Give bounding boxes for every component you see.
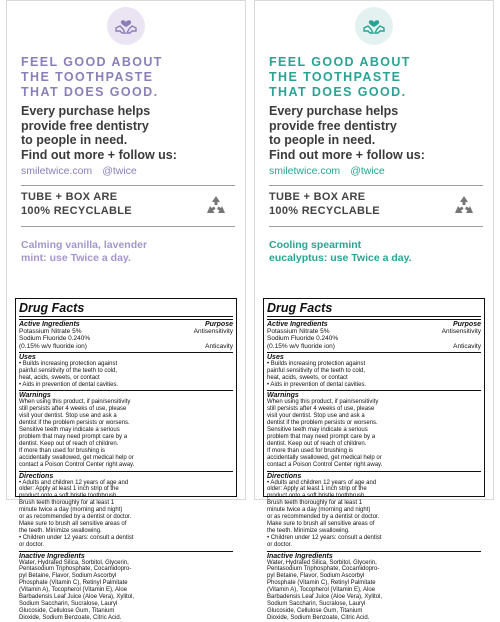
active-header	[19, 321, 233, 328]
inactive-ingredients-section	[19, 551, 233, 622]
divider	[21, 185, 235, 186]
ingredient-purpose: Antisensitivity	[193, 328, 233, 336]
uses-line: • Builds increasing protection against	[19, 360, 118, 367]
inactive-line: Sodium Saccharin, Sucralose, Lauryl	[19, 601, 118, 607]
ingredient-name: Sodium Fluoride 0.240%	[267, 335, 339, 343]
directions-line: or doctor.	[267, 541, 293, 548]
directions-line: or doctor.	[19, 541, 45, 548]
warnings-line: contact a Poison Control Center right away.	[267, 461, 383, 468]
divider	[269, 185, 483, 186]
contact-links	[21, 165, 237, 177]
warnings-line: still persists after 4 weeks of use, please	[19, 406, 127, 413]
inactive-heading: Inactive Ingredients	[19, 552, 85, 560]
recyclable-line: TUBE + BOX ARE	[21, 191, 118, 203]
warnings-line: dentist. Keep out of reach of children.	[19, 440, 119, 447]
ingredient-row	[267, 335, 481, 342]
ingredient-name: (0.15% w/v fluoride ion)	[267, 342, 335, 350]
social-handle: @twice	[350, 165, 385, 177]
uses-heading: Uses	[19, 353, 36, 361]
uses-line: heat, acids, sweets, or contact	[267, 374, 348, 381]
warnings-line: Sensitive teeth may indicate a serious	[267, 427, 368, 434]
recycle-icon	[203, 193, 229, 219]
headline	[269, 55, 485, 100]
directions-line: Make sure to brush all sensitive areas of	[267, 520, 375, 527]
directions-line: product onto a soft bristle toothbrush.	[267, 493, 367, 500]
warnings-line: accidentally swallowed, get medical help or	[19, 454, 134, 461]
ingredient-row	[267, 343, 481, 350]
mission-line: provide free dentistry	[21, 118, 149, 133]
headline-line: THAT DOES GOOD.	[21, 85, 159, 99]
directions-line: minute twice a day (morning and night)	[267, 507, 371, 514]
warnings-line: problem that may need prompt care by a	[267, 433, 376, 440]
flavor-text	[269, 239, 485, 264]
inactive-line: Phosphate (Vitamin C), Retinyl Palmitate	[267, 580, 376, 587]
inactive-line: pyl Betaine, Flavor, Sodium Ascorbyl	[19, 573, 117, 580]
inactive-line: Water, Hydrated Silica, Sorbitol, Glycerin,	[267, 559, 377, 566]
directions-line: • Children under 12 years: consult a dentist	[267, 534, 382, 541]
mission-line: Find out more + follow us:	[21, 147, 177, 162]
hands-heart-icon	[355, 7, 393, 45]
warnings-line: dentist if the problem persists or worsens.	[19, 420, 130, 427]
directions-line: the teeth. Minimize swallowing.	[267, 527, 350, 534]
inactive-line: Pentasodium Triphosphate, Cocamidopro-	[19, 566, 132, 573]
ingredient-name: (0.15% w/v fluoride ion)	[19, 342, 87, 350]
headline-line: THAT DOES GOOD.	[269, 85, 407, 99]
mission-line: Every purchase helps	[21, 104, 151, 118]
directions-heading: Directions	[267, 472, 302, 480]
warnings-section	[267, 390, 481, 468]
inactive-line: Pentasodium Triphosphate, Cocamidopro-	[267, 566, 380, 573]
headline-line: FEEL GOOD ABOUT	[269, 55, 411, 69]
drug-facts-panel	[263, 298, 485, 621]
mission-line: to people in need.	[21, 133, 128, 147]
active-heading: Active Ingredients	[267, 321, 328, 328]
flavor-line: Calming vanilla, lavender	[21, 239, 148, 251]
directions-line: • Adults and children 12 years of age and	[19, 479, 129, 486]
recyclable-line: TUBE + BOX ARE	[269, 191, 366, 203]
warnings-section	[19, 390, 233, 468]
hands-heart-icon	[107, 7, 145, 45]
uses-line: • Builds increasing protection against	[267, 360, 366, 367]
drug-facts-title: Drug Facts	[19, 301, 233, 317]
flavor-text	[21, 239, 237, 264]
social-handle: @twice	[102, 165, 137, 177]
warnings-line: When using this product, if pain/sensitivity	[19, 399, 131, 406]
warnings-line: dentist if the problem persists or worsens.	[267, 420, 378, 427]
directions-line: Brush teeth thoroughly for at least 1	[19, 500, 115, 507]
directions-line: Brush teeth thoroughly for at least 1	[267, 500, 363, 507]
uses-section	[19, 352, 233, 389]
uses-section	[267, 352, 481, 389]
logo-area	[7, 3, 245, 49]
directions-line: product onto a soft bristle toothbrush.	[19, 493, 119, 500]
ingredient-row	[267, 328, 481, 335]
directions-line: Make sure to brush all sensitive areas of	[19, 520, 127, 527]
uses-line: • Aids in prevention of dental cavities.	[267, 381, 367, 388]
inactive-line: Glucoside, Cellulose Gum, Titanium	[19, 607, 115, 614]
headline	[21, 55, 237, 100]
logo-area	[255, 3, 493, 49]
uses-heading: Uses	[267, 353, 284, 361]
ingredient-purpose: Anticavity	[205, 342, 233, 350]
mission-line: Every purchase helps	[269, 104, 399, 118]
warnings-line: Sensitive teeth may indicate a serious	[19, 427, 120, 434]
warnings-line: still persists after 4 weeks of use, please	[267, 406, 375, 413]
directions-line: • Adults and children 12 years of age and	[267, 479, 377, 486]
warnings-line: accidentally swallowed, get medical help or	[267, 454, 382, 461]
directions-line: or as recommended by a dentist or doctor.	[19, 514, 132, 521]
mission-text	[21, 104, 237, 162]
uses-line: heat, acids, sweets, or contact	[19, 374, 100, 381]
warnings-line: dentist. Keep out of reach of children.	[267, 440, 367, 447]
headline-line: THE TOOTHPASTE	[269, 70, 402, 84]
directions-line: older: Apply at least 1 inch strip of the	[19, 486, 119, 493]
ingredient-purpose: Antisensitivity	[441, 328, 481, 336]
website-text: smiletwice.com	[269, 165, 341, 177]
directions-section	[19, 471, 233, 549]
warnings-heading: Warnings	[19, 392, 51, 400]
ingredient-name: Potassium Nitrate 5%	[19, 328, 82, 336]
drug-facts-title: Drug Facts	[267, 301, 481, 317]
inactive-line: Phosphate (Vitamin C), Retinyl Palmitate	[19, 580, 128, 587]
purpose-heading: Purpose	[452, 321, 481, 328]
recyclable-line: 100% RECYCLABLE	[21, 204, 132, 217]
divider	[269, 226, 483, 227]
ingredient-name: Sodium Fluoride 0.240%	[19, 335, 91, 343]
drug-facts-panel	[15, 298, 237, 621]
warnings-line: contact a Poison Control Center right away.	[19, 461, 135, 468]
inactive-line: Barbadensis Leaf Juice (Aloe Vera), Xylitol,	[267, 594, 383, 601]
divider	[21, 226, 235, 227]
uses-line: painful sensitivity of the teeth to cold,	[19, 367, 118, 374]
warnings-line: problem that may need prompt care by a	[19, 433, 128, 440]
mission-line: provide free dentistry	[269, 118, 397, 133]
active-heading: Active Ingredients	[19, 321, 80, 328]
warnings-line: visit your dentist. Stop use and ask a	[19, 413, 117, 420]
inactive-ingredients-section	[267, 551, 481, 622]
recyclable-text	[21, 191, 132, 218]
purpose-heading: Purpose	[204, 321, 233, 328]
active-ingredients-section	[267, 319, 481, 350]
inactive-line: (Vitamin A), Tocopherol (Vitamin E), Aloe	[19, 587, 128, 594]
inactive-line: Dioxide, Sodium Benzoate, Citric Acid.	[267, 614, 370, 621]
flavor-line: mint: use Twice a day.	[21, 251, 131, 264]
active-header	[267, 321, 481, 328]
directions-line: the teeth. Minimize swallowing.	[19, 527, 102, 534]
directions-section	[267, 471, 481, 549]
ingredient-row	[19, 343, 233, 350]
inactive-line: (Vitamin A), Tocopherol (Vitamin E), Aloe	[267, 587, 376, 594]
box-panel-spearmint-eucalyptus	[254, 0, 494, 621]
directions-line: older: Apply at least 1 inch strip of the	[267, 486, 367, 493]
warnings-line: visit your dentist. Stop use and ask a	[267, 413, 365, 420]
headline-line: FEEL GOOD ABOUT	[21, 55, 163, 69]
inactive-line: Sodium Saccharin, Sucralose, Lauryl	[267, 601, 366, 607]
recyclable-text	[269, 191, 380, 218]
inactive-line: Water, Hydrated Silica, Sorbitol, Glycerin,	[19, 559, 129, 566]
ingredient-row	[19, 328, 233, 335]
ingredient-row	[19, 335, 233, 342]
headline-line: THE TOOTHPASTE	[21, 70, 154, 84]
inactive-heading: Inactive Ingredients	[267, 552, 333, 560]
uses-line: • Aids in prevention of dental cavities.	[19, 381, 119, 388]
directions-heading: Directions	[19, 472, 54, 480]
website-text: smiletwice.com	[21, 165, 93, 177]
warnings-heading: Warnings	[267, 392, 299, 400]
mission-text	[269, 104, 485, 162]
warnings-line: When using this product, if pain/sensitivity	[267, 399, 379, 406]
warnings-line: If more than used for brushing is	[19, 447, 106, 454]
directions-line: minute twice a day (morning and night)	[19, 507, 123, 514]
inactive-line: Dioxide, Sodium Benzoate, Citric Acid.	[19, 614, 122, 621]
mission-line: to people in need.	[269, 133, 376, 147]
warnings-line: If more than used for brushing is	[267, 447, 354, 454]
uses-line: painful sensitivity of the teeth to cold,	[267, 367, 366, 374]
ingredient-name: Potassium Nitrate 5%	[267, 328, 330, 336]
recycle-icon	[451, 193, 477, 219]
box-panel-vanilla-lavender	[6, 0, 246, 621]
inactive-line: Barbadensis Leaf Juice (Aloe Vera), Xylitol,	[19, 594, 135, 601]
active-ingredients-section	[19, 319, 233, 350]
directions-line: • Children under 12 years: consult a dentist	[19, 534, 134, 541]
directions-line: or as recommended by a dentist or doctor.	[267, 514, 380, 521]
contact-links	[269, 165, 485, 177]
inactive-line: pyl Betaine, Flavor, Sodium Ascorbyl	[267, 573, 365, 580]
recyclable-line: 100% RECYCLABLE	[269, 204, 380, 217]
inactive-line: Glucoside, Cellulose Gum, Titanium	[267, 607, 363, 614]
ingredient-purpose: Anticavity	[453, 342, 481, 350]
mission-line: Find out more + follow us:	[269, 147, 425, 162]
flavor-line: eucalyptus: use Twice a day.	[269, 251, 412, 264]
flavor-line: Cooling spearmint	[269, 239, 362, 251]
